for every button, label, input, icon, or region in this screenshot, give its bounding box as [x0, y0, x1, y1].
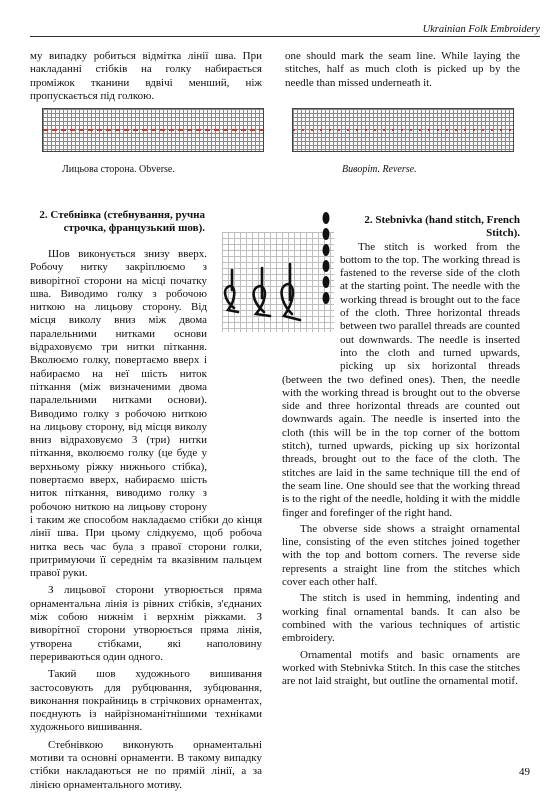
header-title: Ukrainian Folk Embroidery [422, 24, 540, 35]
reverse-swatch-figure [292, 108, 514, 152]
english-paragraph-2: The obverse side shows a straight ornamental line, consisting of the even stitches joined together with the top and bottom corners. The reverse side represents a straight line from the stitches which cover each other half. [282, 522, 520, 589]
left-column-top [30, 209, 205, 236]
header-rule [30, 36, 540, 37]
top-right-paragraph: one should mark the seam line. While laying the stitches, half as much cloth is picked up by the needle than missed underneath it. [285, 50, 520, 89]
running-header [390, 12, 540, 34]
top-left-paragraph: му випадку робиться відмітка лінії шва. При накладанні стібків на голку набирається проміжок тканини вдвічі менший, ніж пропускається під голкою. [30, 50, 262, 102]
figure-float-spacer-right [282, 214, 340, 364]
ukrainian-paragraph-4: Стебнівкою виконують орнаментальні мотиви та основні орнаменти. В такому випадку стібки накладаються не по прямій лінії, а за лінією орнаментального мотиву. [30, 738, 262, 791]
top-left-text-block [30, 50, 262, 103]
ukrainian-paragraph-1: Шов виконується знизу вверх. Робочу нитку закріплюємо з виворітної сторони на місці початку шва. Виводимо голку з робочою ниткою на лицьову сторону. Від місця виколу вниз між двома паралельними нитками основи відраховуємо три нитки піткання. Вколюємо голку, повертаємо вверх і набираємо на неї шість ниток піткання (між визначеними двома паралельними нитками основи). Виводимо голку з робочою ниткою на лицьову сторону, від місця виколу вниз відраховуємо 3 (три) нитки піткання, вколюємо голку (це буде у верхньому ріжку нижнього стібка), повертаємо вверх, набираємо шість ниток піткання, виводимо голку з робочою ниткою на лицьову сторону і таким же способом накладаємо стібки до кінця лінії шва. При цьому слідкуємо, щоб робоча нитка весь час була з правої сторони голки, притримуючи її середнім та вказівним пальцем правої руки. [30, 248, 262, 580]
right-column-body [282, 214, 520, 688]
ukrainian-heading: 2. Стебнівка (стебнування, ручна строчка, французький шов). [39, 209, 205, 235]
ukrainian-paragraph-2: З лицьової сторони утворюється пряма орнаментальна лінія із рівних стібків, з'єднаних між собою нижнім і верхнім ріжками. З виворітної сторони утворюється пряма лінія, утворена стібками, які наполовину перериваються один одного. [30, 584, 262, 663]
reverse-caption: Виворіт. Reverse. [342, 164, 417, 175]
figure-float-spacer [207, 248, 262, 508]
obverse-swatch-figure [42, 108, 264, 152]
ukrainian-paragraph-3: Такий шов художнього вишивання застосовують для рубцювання, зубцювання, виконання покрайниць в стрічкових орнаментах, поєднують із найрізноманітнішими техніками художнього вишивання. [30, 668, 262, 734]
reverse-seam-line [293, 129, 513, 131]
page-number: 49 [519, 766, 530, 778]
english-paragraph-4: Ornamental motifs and basic ornaments are worked with Stebnivka Stitch. In this case the stitches are not laid straight, but outline the ornamental motif. [282, 648, 520, 688]
english-paragraph-1: The stitch is worked from the bottom to the top. The working thread is fastened to the reverse side of the cloth at the starting point. The needle with the working thread is brought out to the face of the cloth. Three horizontal threads between two parallel threads are counted out downwards. The needle is inserted into the cloth and turned upwards, picking up six horizontal threads (between the two defined ones). Then, the needle with the working thread is brought out to the obverse side and three horizontal threads are counted out downwards again. The needle is inserted into the cloth (this will be in the top corner of the bottom stitch), turned upwards, picking up six horizontal threads, brought out to the face of the cloth. The stitches are laid in the same technique till the end of the seam line. One should see that the working thread is to the right of the needle, holding it with the middle finger and forefinger of the right hand. [282, 240, 520, 519]
top-right-text-block [285, 50, 520, 90]
left-column-body [30, 248, 262, 792]
english-paragraph-3: The stitch is used in hemming, indenting and working final ornamental bands. It can also be combined with the various techniques of artistic embroidery. [282, 592, 520, 645]
obverse-seam-line [43, 129, 263, 131]
obverse-caption: Лицьова сторона. Obverse. [62, 164, 175, 175]
english-heading: 2. Stebnivka (hand stitch, French Stitch). [364, 214, 520, 240]
